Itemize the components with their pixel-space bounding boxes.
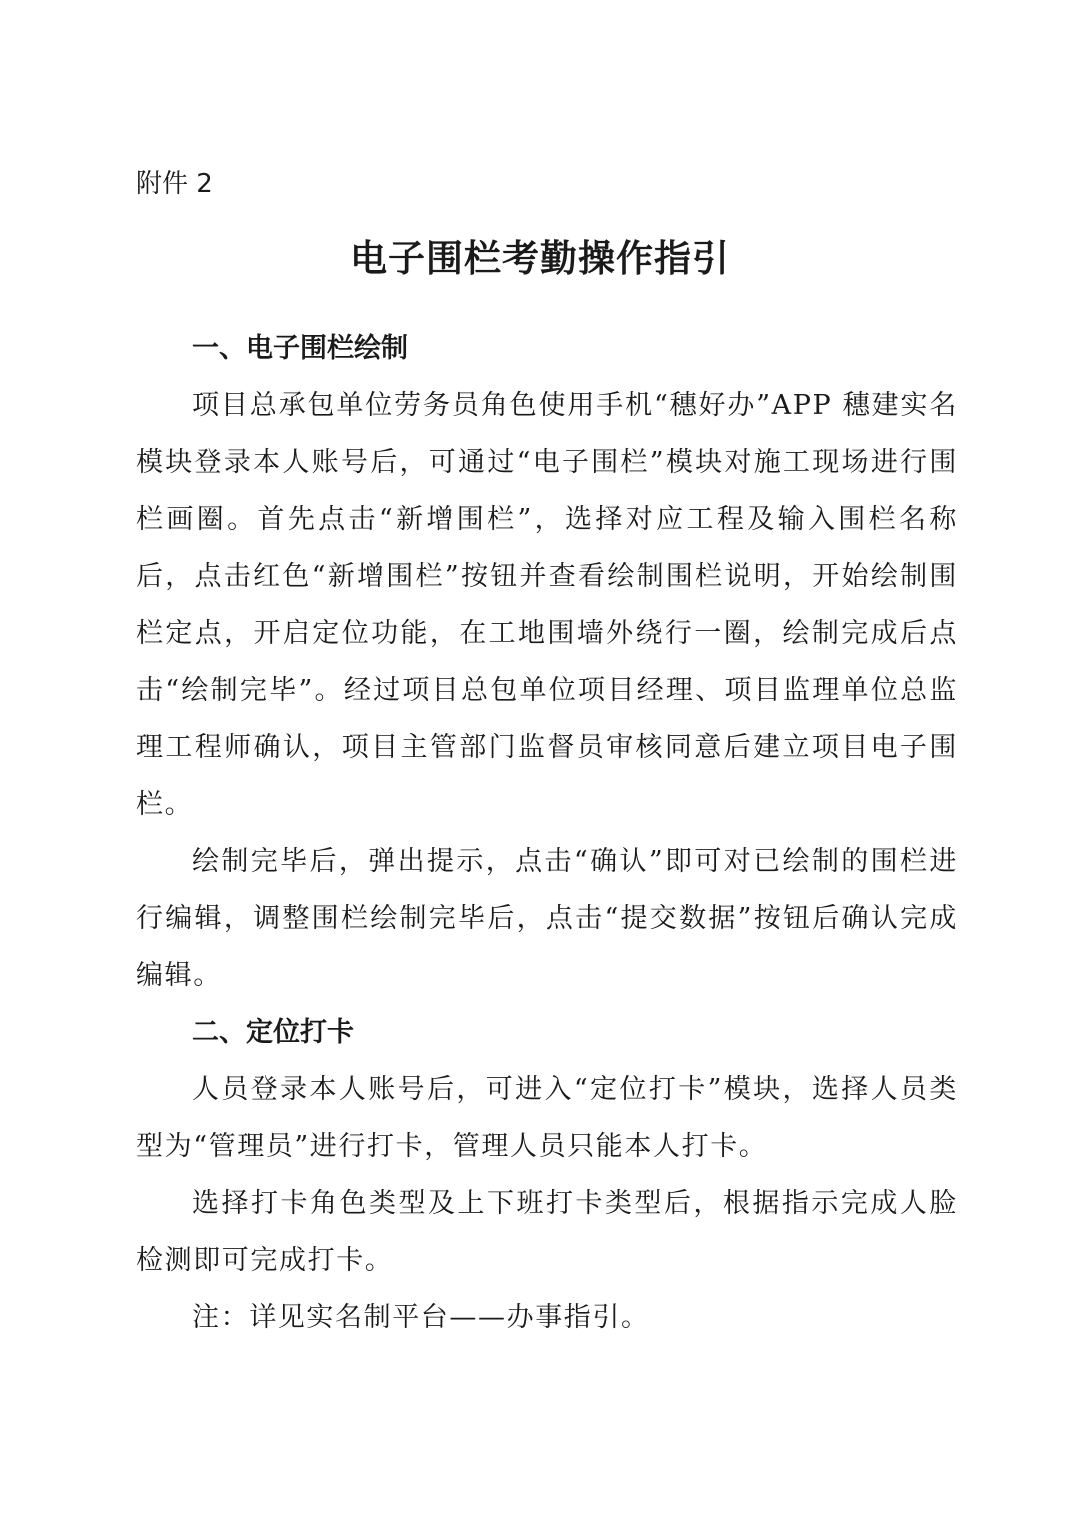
note-text: 注：详见实名制平台——办事指引。 <box>192 1302 650 1333</box>
attachment-label: 附件 2 <box>136 169 213 199</box>
section-heading-location-checkin: 二、定位打卡 <box>192 1017 354 1048</box>
document-title: 电子围栏考勤操作指引 <box>350 237 730 280</box>
paragraph-checkin-module: 人员登录本人账号后，可进入“定位打卡”模块，选择人员类型为“管理员”进行打卡，管理人员只能本人打卡。 <box>136 1074 958 1162</box>
paragraph-fence-editing: 绘制完毕后，弹出提示，点击“确认”即可对已绘制的围栏进行编辑，调整围栏绘制完毕后，点击“提交数据”按钮后确认完成编辑。 <box>136 846 958 991</box>
paragraph-fence-drawing-steps: 项目总承包单位劳务员角色使用手机“穗好办”APP 穗建实名模块登录本人账号后，可通过“电子围栏”模块对施工现场进行围栏画圈。首先点击“新增围栏”，选择对应工程及输入围栏名称后，点击红色“新增围栏”按钮并查看绘制围栏说明，开始绘制围栏定点，开启定位功能，在工地围墙外绕行一圈，绘制完成后点击“绘制完毕”。经过项目总包单位项目经理、项目监理单位总监理工程师确认，项目主管部门监督员审核同意后建立项目电子围栏。 <box>136 390 958 820</box>
section-heading-fence-drawing: 一、电子围栏绘制 <box>192 333 408 364</box>
document-body <box>136 320 958 1346</box>
paragraph-face-detection: 选择打卡角色类型及上下班打卡类型后，根据指示完成人脸检测即可完成打卡。 <box>136 1188 958 1276</box>
